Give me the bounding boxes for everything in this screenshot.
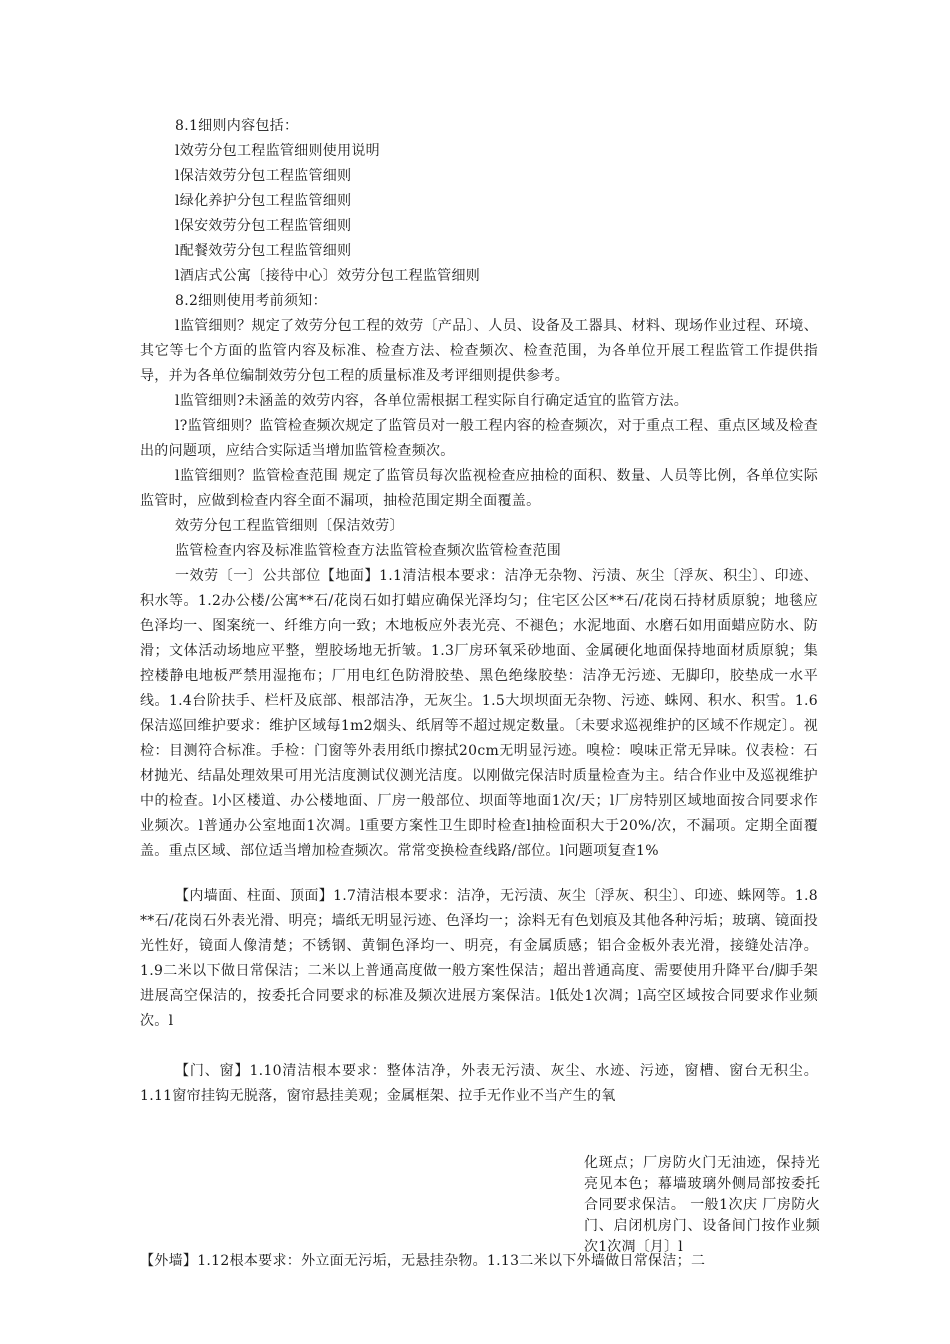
paragraph-doors-windows: 【门、窗】1.10清洁根本要求：整体洁净，外表无污渍、灰尘、水迹、污迹，窗槽、窗台无积尘。1.11窗帘挂钩无脱落，窗帘悬挂美观；金属框架、拉手无作业不当产生的氧 <box>140 1063 818 1104</box>
section-heading-8-1: 8.1细则内容包括： <box>175 118 299 134</box>
paragraph: l监管细则?未涵盖的效劳内容，各单位需根据工程实际自行确定适宜的监管方法。 <box>175 393 689 409</box>
list-item: l酒店式公寓〔接待中心〕效劳分包工程监管细则 <box>175 268 481 284</box>
list-item: l绿化养护分包工程监管细则 <box>175 193 352 209</box>
paragraph: l?监管细则？监管检查频次规定了监管员对一般工程内容的检查频次，对于重点工程、重点区域及检查出的问题项，应结合实际适当增加监管检查频次。 <box>140 418 818 459</box>
list-item: l保洁效劳分包工程监管细则 <box>175 168 352 184</box>
list-item: l保安效劳分包工程监管细则 <box>175 218 352 234</box>
list-item: l配餐效劳分包工程监管细则 <box>175 243 352 259</box>
list-item: l效劳分包工程监管细则使用说明 <box>175 143 380 159</box>
paragraph-exterior-wall: 【外墙】1.12根本要求：外立面无污垢，无悬挂杂物。1.13二米以下外墙做日常保洁；二 <box>140 1253 706 1269</box>
section-heading-8-2: 8.2细则使用考前须知： <box>175 293 327 309</box>
paragraph-interior-walls: 【内墙面、柱面、顶面】1.7清洁根本要求：洁净，无污渍、灰尘〔浮灰、积尘〕、印迹、蛛网等。1.8 **石/花岗石外表光滑、明亮；墙纸无明显污迹、色泽均一；涂料无有色划痕及其他各种污垢；玻璃、镜面投光性好，镜面人像清楚；不锈钢、黄铜色泽均一、明亮，有金属质感；铝合金板外表光滑，接缝处洁净。1.9二米以下做日常保洁；二米以上普通高度做一般方案性保洁；超出普通高度、需要使用升降平台/脚手架进展高空保洁的，按委托合同要求的标准及频次进展方案保洁。l低处1次凋；l高空区域按合同要求作业频次。l <box>140 888 818 1029</box>
cleaning-rules-title: 效劳分包工程监管细则〔保洁效劳〕 <box>175 518 404 534</box>
side-column-text: 化斑点；厂房防火门无油迹，保持光亮见本色；幕墙玻璃外侧局部按委托合同要求保洁。 一般1次庆 厂房防火门、启闭机房门、设备间门按作业频次1次凋〔月〕l <box>584 1155 820 1255</box>
paragraph-ground: 一效劳〔一〕公共部位【地面】1.1清洁根本要求：洁净无杂物、污渍、灰尘〔浮灰、积尘〕、印迹、积水等。1.2办公楼/公寓**石/花岗石如打蜡应确保光泽均匀；住宅区公区**石/花岗石持材质原貌；地毯应色泽均一、图案统一、纤维方向一致；木地板应外表光亮、不褪色；水泥地面、水磨石如用面蜡应防水、防滑；文体活动场地应平整，塑胶场地无折皱。1.3厂房环氧采砂地面、金属硬化地面保持地面材质原貌；集控楼静电地板严禁用湿拖布；厂用电红色防滑胶垫、黑色绝缘胶垫：洁净无污迹、无脚印，胶垫成一水平线。1.4台阶扶手、栏杆及底部、根部洁净，无灰尘。1.5大坝坝面无杂物、污迹、蛛网、积水、积雪。1.6保洁巡回维护要求：维护区域每1m2烟头、纸屑等不超过规定数量。〔未要求巡视维护的区域不作规定〕。视检：目测符合标准。手检：门窗等外表用纸巾擦拭20cm无明显污迹。嗅检：嗅味正常无异味。仪表检：石材抛光、结晶处理效果可用光洁度测试仪测光洁度。以刚做完保洁时质量检查为主。结合作业中及巡视维护中的检查。l小区楼道、办公楼地面、厂房一般部位、坝面等地面1次/天；l厂房特别区域地面按合同要求作业频次。l普通办公室地面1次凋。l重要方案性卫生即时检查l抽检面积大于20%/次，不漏项。定期全面覆盖。重点区域、部位适当增加检查频次。常常变换检查线路/部位。l问题项复查1% <box>140 568 818 859</box>
table-header-text: 监管检查内容及标准监管检查方法监管检查频次监管检查范围 <box>175 543 562 559</box>
paragraph: l监管细则？监管检查范围 规定了监管员每次监视检查应抽检的面积、数量、人员等比例，各单位实际监管时，应做到检查内容全面不漏项，抽检范围定期全面覆盖。 <box>140 468 818 509</box>
paragraph: l监管细则？规定了效劳分包工程的效劳〔产品〕、人员、设备及工器具、材料、现场作业过程、环境、其它等七个方面的监管内容及标准、检查方法、检查频次、检查范围，为各单位开展工程监管工作提供指导，并为各单位编制效劳分包工程的质量标准及考评细则提供参考。 <box>140 318 818 384</box>
